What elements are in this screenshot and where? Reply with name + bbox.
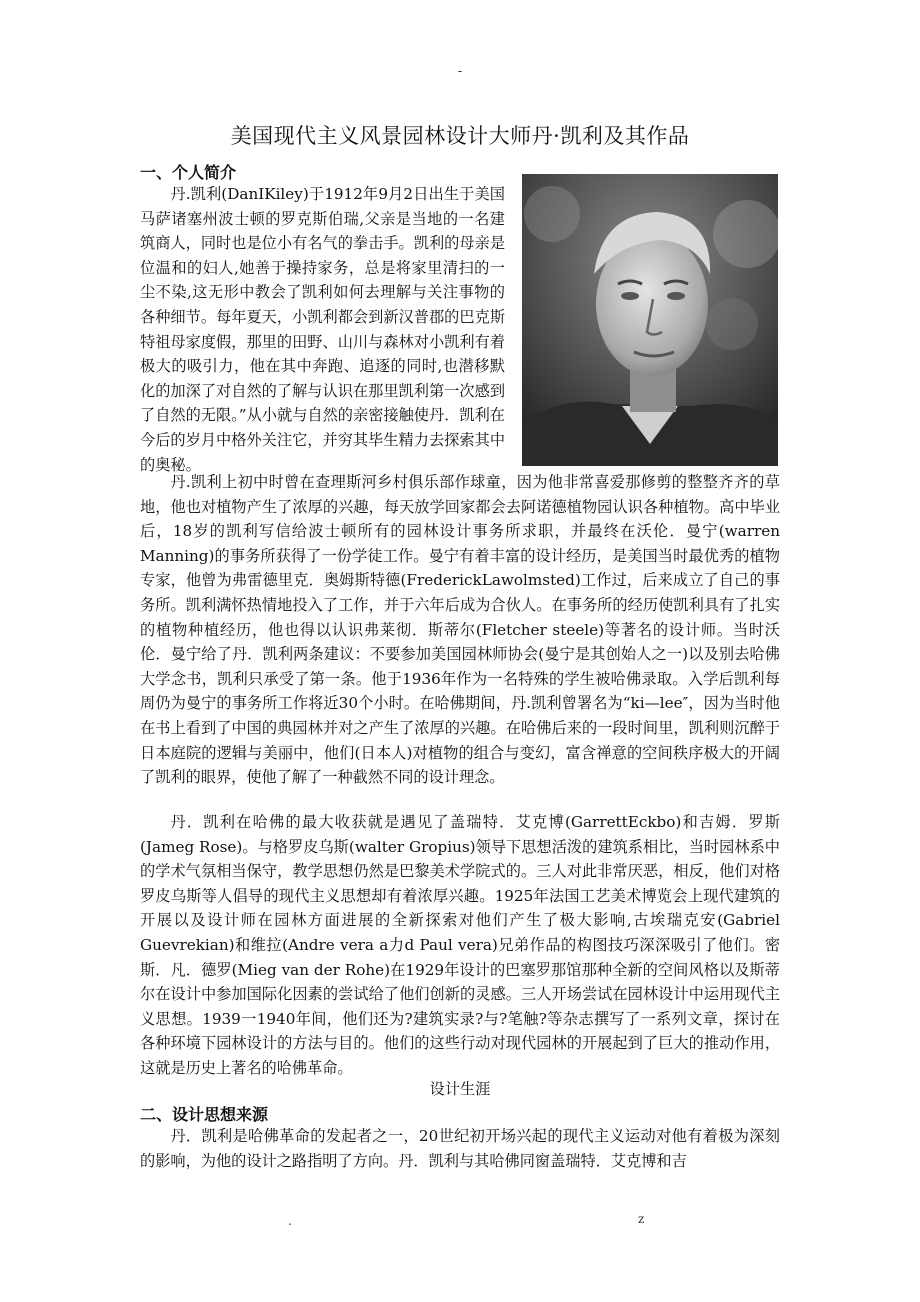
page-title: 美国现代主义风景园林设计大师丹·凯利及其作品 bbox=[230, 124, 690, 148]
section-heading-intro: 一、个人简介 bbox=[140, 163, 237, 182]
paragraph-sources-1: 丹．凯利是哈佛革命的发起者之一，20世纪初开场兴起的现代主义运动对他有着极为深刻的影响，为他的设计之路指明了方向。丹．凯利与其哈佛同窗盖瑞特．艾克博和吉 bbox=[140, 1127, 780, 1170]
paragraph-intro-2: 丹.凯利上初中时曾在查理斯河乡村俱乐部作球童，因为他非常喜爱那修剪的整整齐齐的草地，他也对植物产生了浓厚的兴趣，每天放学回家都会去阿诺德植物园认识各种植物。高中毕业后，18岁的凯利写信给波士顿所有的园林设计事务所求职，并最终在沃伦．曼宁(warren Manning)的事务所获得了一份学徒工作。曼宁有着丰富的设计经历，是美国当时最优秀的植物专家，他曾为弗雷德里克．奥姆斯特德(FrederickLawolmsted)工作过，后来成立了自己的事务所。凯利满怀热情地投入了工作，并于六年后成为合伙人。在事务所的经历使凯利具有了扎实的植物种植经历，他也得以认识弗莱彻．斯蒂尔(Fletcher steele)等著名的设计师。当时沃伦．曼宁给了丹．凯利两条建议：不要参加美国园林师协会(曼宁是其创始人之一)以及别去哈佛大学念书，凯利只承受了第一条。他于1936年作为一名特殊的学生被哈佛录取。入学后凯利每周仍为曼宁的事务所工作将近30个小时。在哈佛期间，丹.凯利曾署名为“ki—lee″，因为当时他在书上看到了中国的典园林并对之产生了浓厚的兴趣。在哈佛后来的一段时间里，凯利则沉醉于日本庭院的逻辑与美丽中，他们(日本人)对植物的组合与变幻，富含禅意的空间秩序极大的开阔了凯利的眼界，使他了解了一种截然不同的设计理念。 bbox=[140, 473, 780, 787]
caption-design-career: 设计生涯 bbox=[429, 1080, 491, 1098]
paragraph-intro-1: 丹.凯利(DanIKiley)于1912年9月2日出生于美国马萨诸塞州波士顿的罗克斯伯瑞,父亲是当地的一名建筑商人，同时也是位小有名气的拳击手。凯利的母亲是位温和的妇人,她善于操持家务，总是将家里清扫的一尘不染,这无形中教会了凯利如何去理解与关注事物的各种细节。每年夏天，小凯利都会到新汉普郡的巴克斯特祖母家度假，那里的田野、山川与森林对小凯利有着极大的吸引力，他在其中奔跑、追逐的同时,也潜移默化的加深了对自然的了解与认识在那里凯利第一次感到了自然的无限。”从小就与自然的亲密接触使丹．凯利在今后的岁月中格外关注它，并穷其毕生精力去探索其中的奥秘。 bbox=[140, 185, 505, 474]
header-mark: - bbox=[457, 64, 463, 79]
paragraph-intro-3: 丹．凯利在哈佛的最大收获就是遇见了盖瑞特．艾克博(GarrettEckbo)和吉姆．罗斯(Jameg Rose)。与格罗皮乌斯(walter Gropius)领导下思想活泼的建筑系相比，当时园林系中的学术气氛相当保守，教学思想仍然是巴黎美术学院式的。三人对此非常厌恶，相反，他们对格罗皮乌斯等人倡导的现代主义思想却有着浓厚兴趣。1925年法国工艺美术博览会上现代建筑的开展以及设计师在园林方面进展的全新探索对他们产生了极大影响,古埃瑞克安(Gabriel Guevrekian)和维拉(Andre vera a力d Paul vera)兄弟作品的构图技巧深深吸引了他们。密斯．凡．德罗(Mieg van der Rohe)在1929年设计的巴塞罗那馆那种全新的空间风格以及斯蒂尔在设计中参加国际化因素的尝试给了他们创新的灵感。三人开场尝试在园林设计中运用现代主义思想。1939一1940年间，他们还为?建筑实录?与?笔触?等杂志撰写了一系列文章，探讨在各种环境下园林设计的方法与目的。他们的这些行动对现代园林的开展起到了巨大的推动作用，这就是历史上著名的哈佛革命。 bbox=[140, 813, 780, 1077]
portrait-photo bbox=[522, 174, 778, 466]
footer-right-mark: z bbox=[638, 1212, 645, 1226]
section-heading-sources: 二、设计思想来源 bbox=[140, 1105, 269, 1124]
portrait-image bbox=[522, 174, 778, 466]
footer-left-mark: . bbox=[288, 1214, 292, 1228]
